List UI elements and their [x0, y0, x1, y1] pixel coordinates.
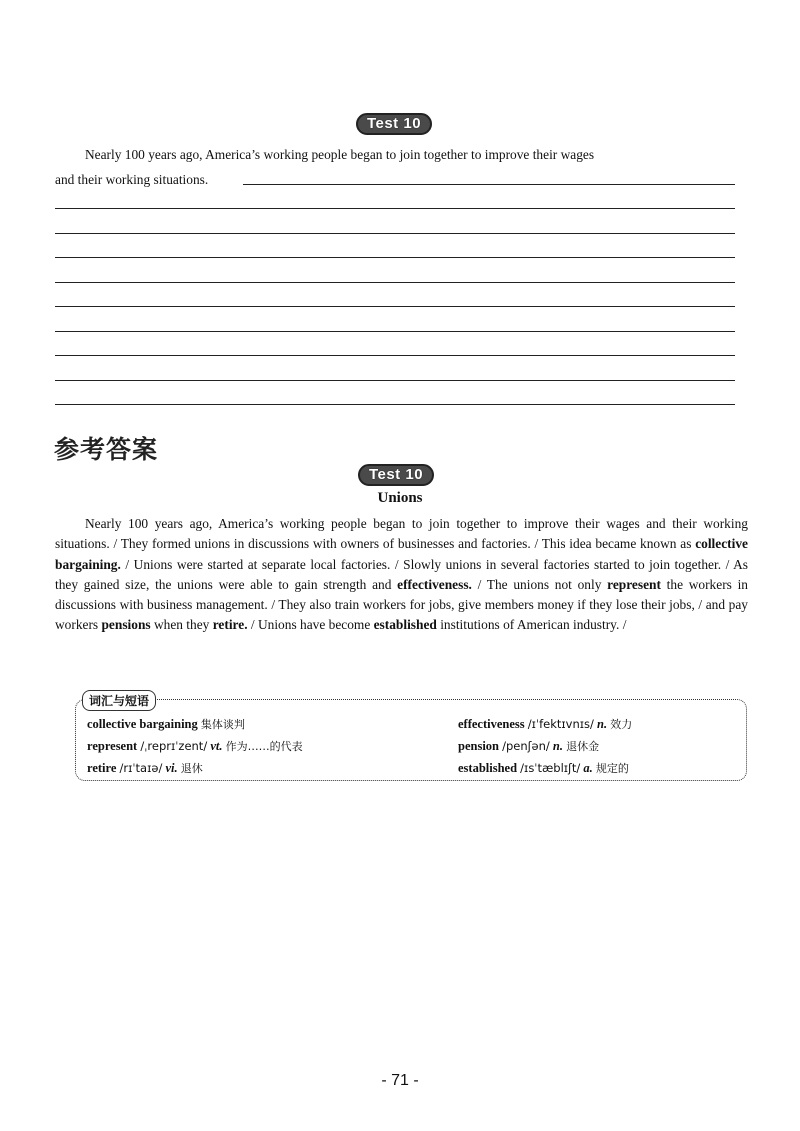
vocab-item-established: established /ɪsˈtæblɪʃt/ a. 规定的 [458, 761, 629, 775]
answer-rule[interactable] [55, 331, 735, 332]
answer-rule[interactable] [55, 404, 735, 405]
prompt-line-1: Nearly 100 years ago, America’s working people began to join together to improve their wages [85, 147, 595, 162]
answers-test-badge: Test 10 [358, 464, 434, 486]
answer-rule[interactable] [55, 233, 735, 234]
vocab-item-pension: pension /penʃən/ n. 退休金 [458, 739, 600, 753]
vocab-item-retire: retire /rɪˈtaɪə/ vi. 退休 [87, 761, 203, 775]
test-badge: Test 10 [356, 113, 432, 135]
answer-rule[interactable] [55, 306, 735, 307]
answer-passage: Nearly 100 years ago, America’s working people began to join together to improve their wages and their working situations. / They formed unions in discussions with owners of businesses and factories. / This idea became known as collective bargaining. / Unions were started at separate local factories. / Slowly unions in several factories started to join together. / As they gained size, the unions were able to gain strength and effectiveness. / The unions not only represent the workers in discussions with business management. / They also train workers for jobs, give members money if they lose their jobs, / and pay workers pensions when they retire. / Unions have become established institutions of American industry. / [55, 516, 749, 633]
prompt-line-2: and their working situations. [55, 172, 209, 187]
answers-heading: 参考答案 [54, 435, 159, 464]
answer-rule[interactable] [55, 208, 735, 209]
answer-rule[interactable] [55, 380, 735, 381]
answer-rule[interactable] [55, 282, 735, 283]
answer-rule[interactable] [55, 257, 735, 258]
vocabulary-label: 词汇与短语 [82, 690, 156, 711]
answer-rule[interactable] [243, 184, 735, 185]
vocab-item-represent: represent /ˌreprɪˈzent/ vt. 作为……的代表 [87, 739, 303, 753]
vocab-item-effectiveness: effectiveness /ɪˈfektɪvnɪs/ n. 效力 [458, 717, 633, 731]
passage-title: Unions [377, 490, 423, 506]
vocab-item-collective-bargaining: collective bargaining 集体谈判 [87, 717, 245, 731]
page-number: - 71 - [381, 1072, 419, 1089]
answer-rule[interactable] [55, 355, 735, 356]
